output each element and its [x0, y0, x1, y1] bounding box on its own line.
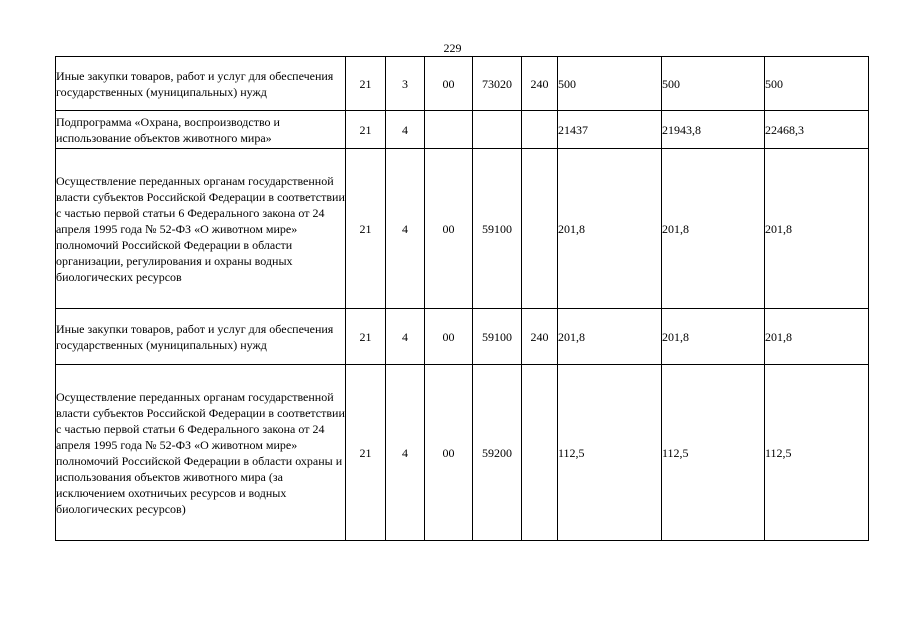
cell-code-5	[522, 365, 558, 541]
cell-code-1: 21	[346, 111, 386, 149]
cell-code-3: 00	[425, 309, 473, 365]
cell-value-2: 201,8	[662, 309, 765, 365]
cell-code-4: 59200	[473, 365, 522, 541]
cell-value-3: 201,8	[765, 149, 869, 309]
cell-code-3: 00	[425, 365, 473, 541]
cell-code-5	[522, 149, 558, 309]
row-name: Осуществление переданных органам государственной власти субъектов Российской Федерации в соответствии с частью первой статьи 6 Федерального закона от 24 апреля 1995 года № 52-ФЗ «О животном мире» полномочий Российской Федерации в области охраны и использования объектов животного мира (за исключением охотничьих ресурсов и водных биологических ресурсов)	[56, 365, 346, 541]
cell-code-4: 59100	[473, 149, 522, 309]
cell-value-1: 500	[558, 57, 662, 111]
cell-code-3: 00	[425, 149, 473, 309]
cell-code-2: 4	[386, 309, 425, 365]
row-name: Иные закупки товаров, работ и услуг для обеспечения государственных (муниципальных) нужд	[56, 309, 346, 365]
row-name: Подпрограмма «Охрана, воспроизводство и использование объектов животного мира»	[56, 111, 346, 149]
cell-code-2: 4	[386, 365, 425, 541]
cell-code-4	[473, 111, 522, 149]
cell-code-2: 4	[386, 111, 425, 149]
budget-table	[55, 56, 869, 541]
cell-value-2: 112,5	[662, 365, 765, 541]
cell-value-2: 500	[662, 57, 765, 111]
table-row	[56, 309, 869, 365]
cell-value-1: 21437	[558, 111, 662, 149]
cell-code-5	[522, 111, 558, 149]
table-row	[56, 149, 869, 309]
cell-code-4: 59100	[473, 309, 522, 365]
cell-code-3: 00	[425, 57, 473, 111]
cell-code-1: 21	[346, 57, 386, 111]
cell-value-1: 201,8	[558, 149, 662, 309]
cell-code-4: 73020	[473, 57, 522, 111]
cell-value-2: 21943,8	[662, 111, 765, 149]
cell-code-3	[425, 111, 473, 149]
cell-code-1: 21	[346, 365, 386, 541]
cell-value-3: 201,8	[765, 309, 869, 365]
cell-value-2: 201,8	[662, 149, 765, 309]
cell-value-3: 112,5	[765, 365, 869, 541]
row-name: Иные закупки товаров, работ и услуг для обеспечения государственных (муниципальных) нужд	[56, 57, 346, 111]
cell-code-1: 21	[346, 309, 386, 365]
cell-code-2: 3	[386, 57, 425, 111]
cell-code-2: 4	[386, 149, 425, 309]
table-row	[56, 57, 869, 111]
table-row	[56, 111, 869, 149]
cell-value-3: 22468,3	[765, 111, 869, 149]
cell-code-5: 240	[522, 309, 558, 365]
cell-value-1: 201,8	[558, 309, 662, 365]
page-number: 229	[443, 41, 462, 55]
cell-code-5: 240	[522, 57, 558, 111]
table-row	[56, 365, 869, 541]
cell-code-1: 21	[346, 149, 386, 309]
cell-value-1: 112,5	[558, 365, 662, 541]
cell-value-3: 500	[765, 57, 869, 111]
row-name: Осуществление переданных органам государственной власти субъектов Российской Федерации в соответствии с частью первой статьи 6 Федерального закона от 24 апреля 1995 года № 52-ФЗ «О животном мире» полномочий Российской Федерации в области организации, регулирования и охраны водных биологических ресурсов	[56, 149, 346, 309]
